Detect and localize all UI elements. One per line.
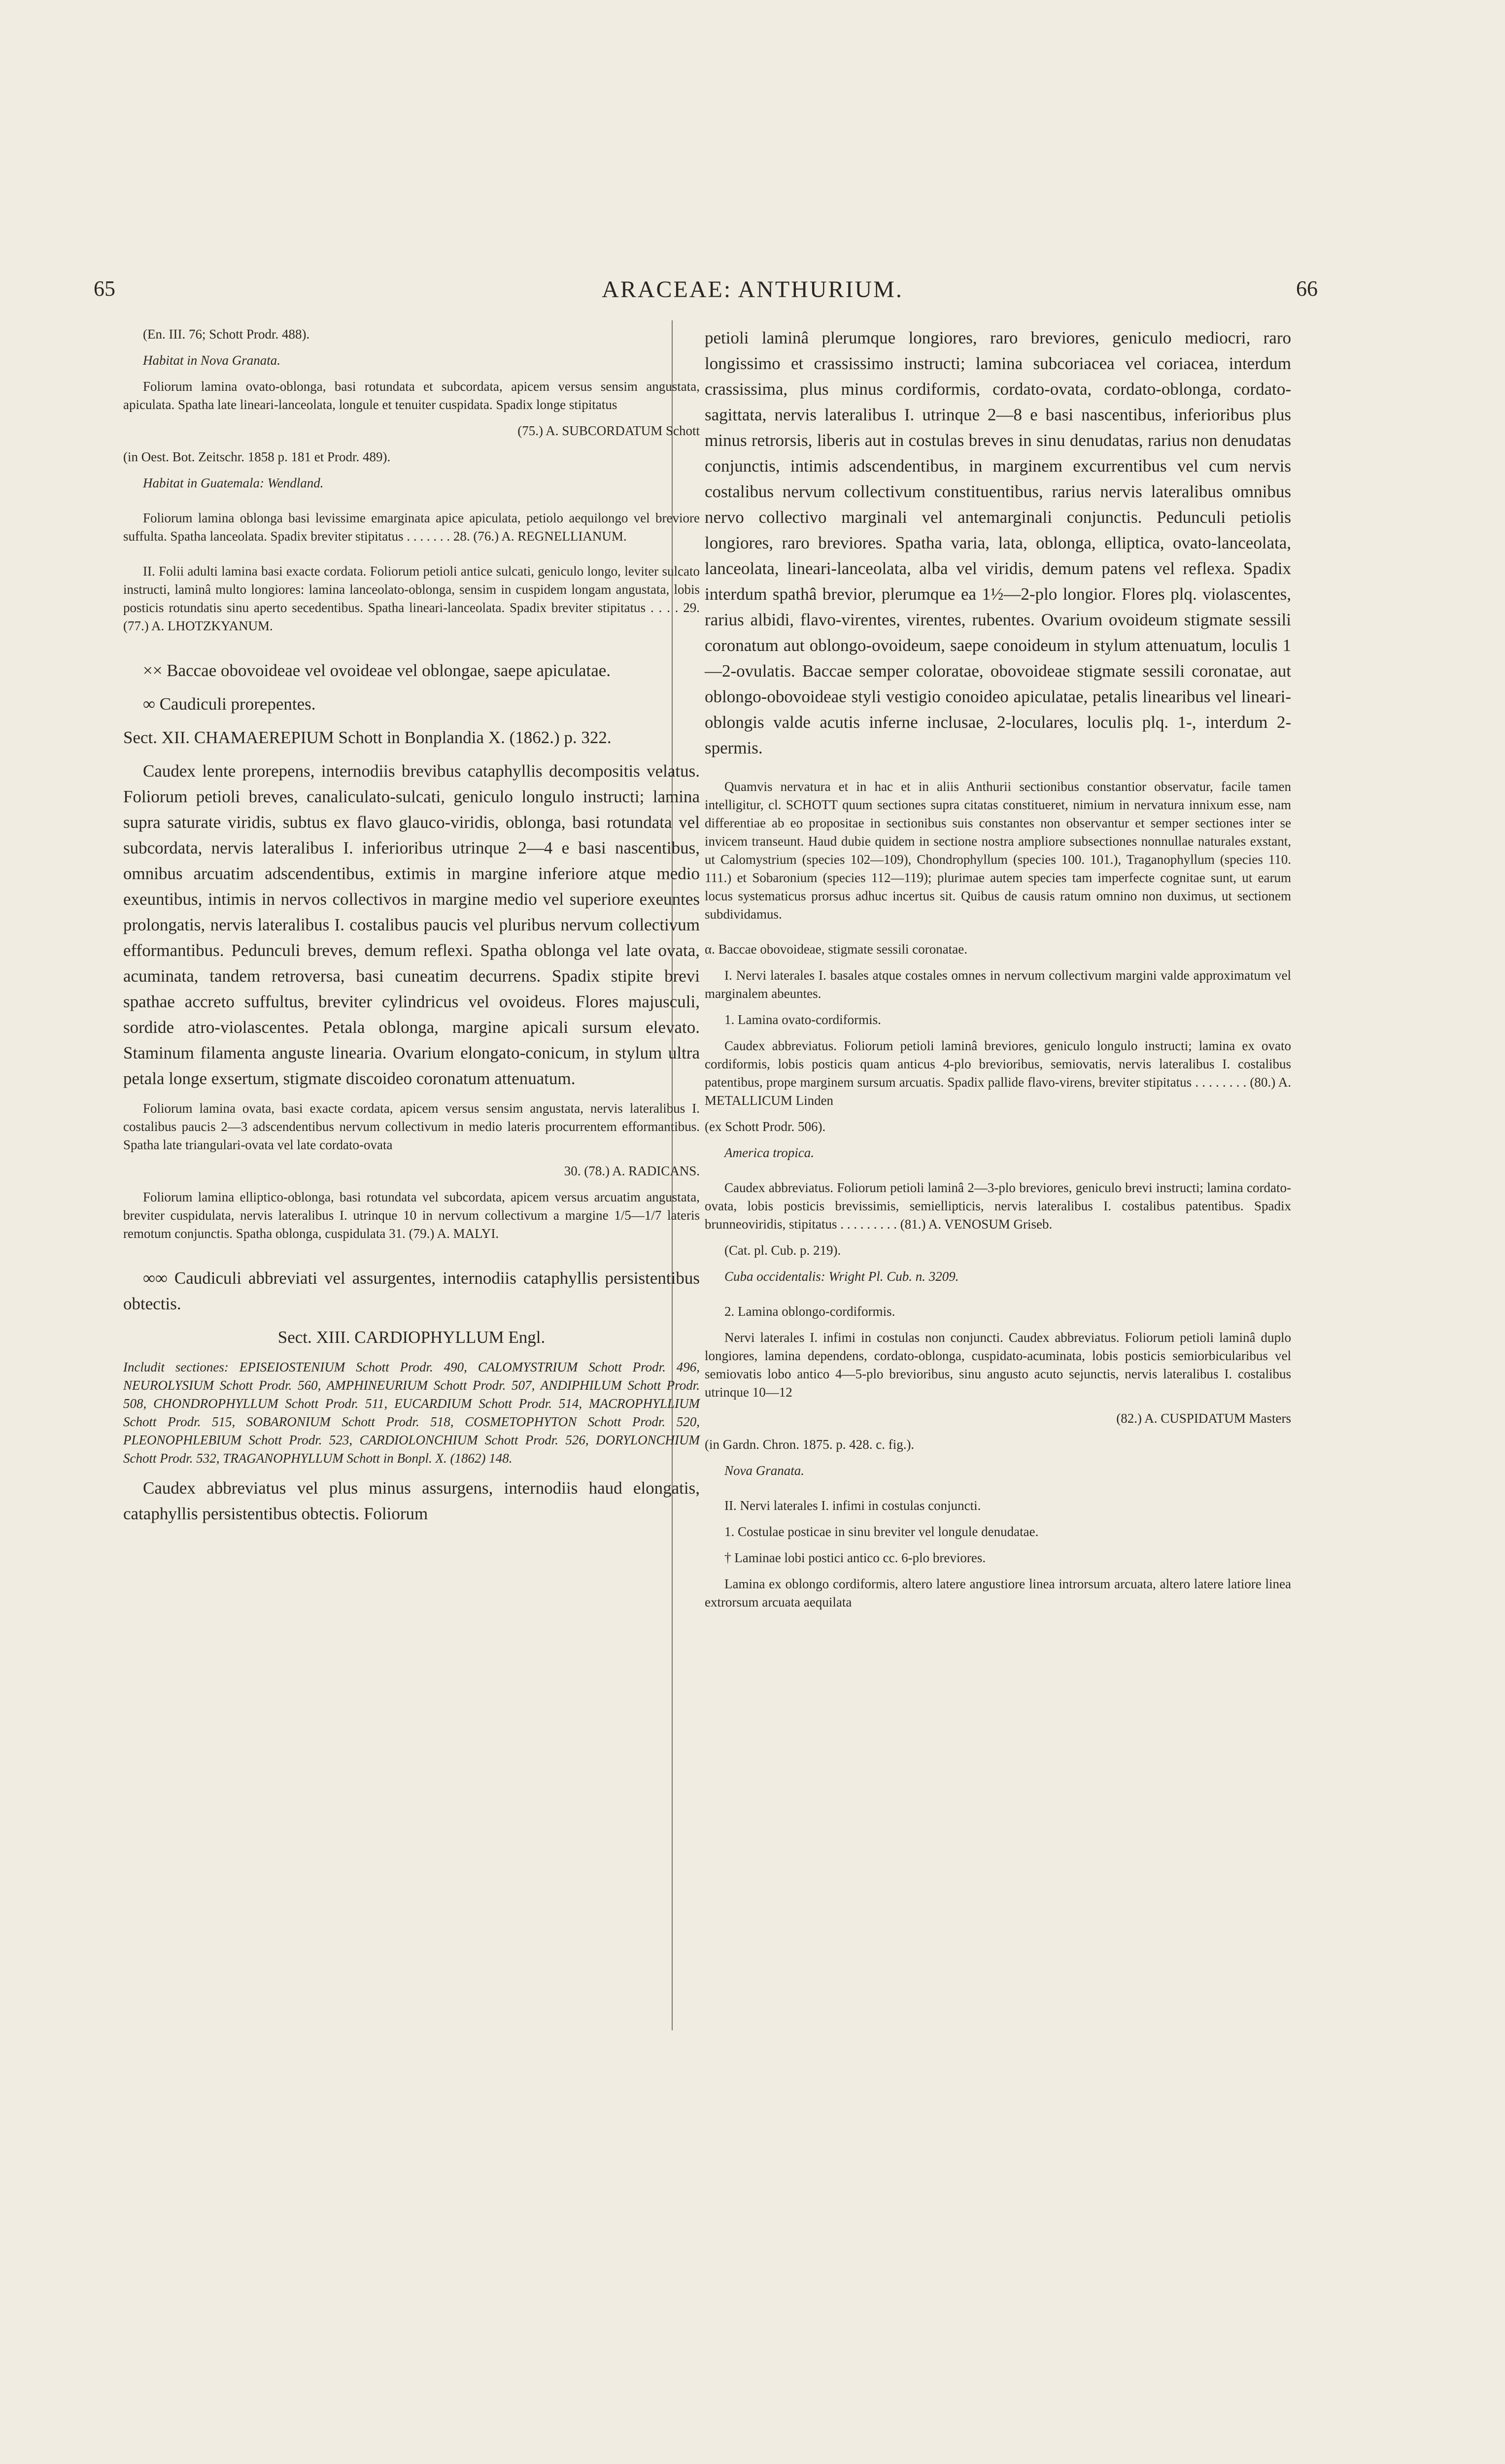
key-heading: 1. Costulae posticae in sinu breviter vel longule denudatae. — [724, 1524, 1039, 1539]
species-description: II. Folii adulti lamina basi exacte cordata. Foliorum petioli antice sulcati, geniculo longo, leviter sulcato instructi, laminâ multo longiores: lamina lanceolato-oblonga, sensim in cuspidem longam angustata, lobis posticis rotundatis sinu aperto secedentibus. Spatha lineari-lanceolata. Spadix breviter stipitatus . . . . 29. (77.) A. LHOTZKYANUM. — [123, 564, 700, 633]
section-heading: Sect. XII. CHAMAEREPIUM Schott in Bonplandia X. (1862.) p. 322. — [123, 728, 612, 747]
reference-line: (in Oest. Bot. Zeitschr. 1858 p. 181 et Prodr. 489). — [123, 449, 391, 464]
page-number-right: 66 — [1296, 276, 1318, 301]
species-description: Caudex abbreviatus. Foliorum petioli laminâ breviores, geniculo longulo instructi; lamina ex ovato cordiformis, lobis posticis quam anticus 4-plo brevioribus, semiovatis, nervis lateralibus I. costalibus patentibus, prope marginem sursum arcuatis. Spadix pallide flavo-virens, breviter stipitatus . . . . . . . . (80.) A. METALLICUM Linden — [705, 1038, 1291, 1108]
key-heading: ∞∞ Caudiculi abbreviati vel assurgentes, internodiis cataphyllis persistentibus obtectis. — [123, 1268, 700, 1313]
page-header — [0, 276, 1505, 320]
species-name: (82.) A. CUSPIDATUM Masters — [1116, 1411, 1291, 1426]
habitat-line: America tropica. — [724, 1145, 814, 1160]
reference-line: (in Gardn. Chron. 1875. p. 428. c. fig.). — [705, 1437, 915, 1452]
right-column — [705, 325, 1291, 1619]
section-heading: Sect. XIII. CARDIOPHYLLUM Engl. — [277, 1328, 546, 1347]
species-description: Nervi laterales I. infimi in costulas non conjuncti. Caudex abbreviatus. Foliorum petioli laminâ duplo longiores, lamina dependens, cordato-oblonga, cuspidato-acuminata, lobis posticis semiorbicularibus vel semiovatis lobo antico 4—5-plo brevioribus, sinu angusto acuto sejunctis, nervis lateralibus I. costalibus utrinque 10—12 — [705, 1330, 1291, 1400]
reference-line: (En. III. 76; Schott Prodr. 488). — [143, 327, 310, 342]
section-description: Caudex lente prorepens, internodiis brevibus cataphyllis decompositis velatus. Foliorum petioli breves, canaliculato-sulcati, geniculo longulo instructi; lamina supra saturate viridis, subtus ex flavo glauco-viridis, oblonga, basi rotundata vel subcordata, nervis lateralibus I. inferioribus utrinque 2—4 e basi nascentibus, omnibus arcuatim adscendentibus, extimis in margine inferiore atque medio exeuntibus, intimis in nervos collectivos in margine medio vel superiore exeuntes prolongatis, nervis lateralibus I. costalibus paucis vel pluribus nervum collectivum efformantibus. Pedunculi breves, demum reflexi. Spatha oblonga vel late ovata, acuminata, tandem retroversa, basi cuneatim decurrens. Spadix stipite brevi spathae accreto suffultus, breviter cylindricus vel ovoideus. Flores majusculi, sordide atro-violascentes. Petala oblonga, margine apicali sursum elevato. Staminum filamenta anguste linearia. Ovarium elongato-conicum, in stylum ultra petala longe exsertum, stigmate discoideo coronatum attenuatum. — [123, 761, 700, 1088]
commentary: Quamvis nervatura et in hac et in aliis Anthurii sectionibus constantior observatur, facile tamen intelligitur, cl. SCHOTT quum sectiones supra citatas constitueret, nimium in nervatura innixum esse, nam differentiae ab eo propositae in sectionibus suis constantes non observantur et semper sectiones inter se invicem transeunt. Haud dubie quidem in sectione nostra ampliore subsectiones nonnullae naturales exstant, ut Calomystrium (species 102—109), Chondrophyllum (species 100. 101.), Traganophyllum (species 110. 111.) et Sobaronium (species 112—119); plurimae autem species tam imperfecte cognitae sunt, ut earum locus systematicus prorsus adhuc incertus sit. Quibus de causis ratum omnino non duximus, ut sectionem subdividamus. — [705, 779, 1291, 922]
species-description: Foliorum lamina ovato-oblonga, basi rotundata et subcordata, apicem versus sensim angustata, apiculata. Spatha late lineari-lanceolata, longule et tenuiter cuspidata. Spadix longe stipitatus — [123, 379, 700, 412]
key-heading: 1. Lamina ovato-cordiformis. — [724, 1012, 881, 1027]
species-name: (75.) A. SUBCORDATUM Schott — [517, 423, 700, 438]
key-heading: 2. Lamina oblongo-cordiformis. — [724, 1304, 895, 1319]
species-name: 30. (78.) A. RADICANS. — [564, 1164, 700, 1178]
species-description: Lamina ex oblongo cordiformis, altero latere angustiore linea introrsum arcuata, altero latere latiore linea extrorsum arcuata aequilata — [705, 1576, 1291, 1609]
key-heading: α. Baccae obovoideae, stigmate sessili coronatae. — [705, 942, 967, 957]
species-description: Foliorum lamina ovata, basi exacte cordata, apicem versus sensim angustata, nervis lateralibus I. costalibus paucis 2—3 adscendentibus nervum collectivum in medio lateris procurrentem efformantibus. Spatha late triangulari-ovata vel late cordato-ovata — [123, 1101, 700, 1152]
left-column — [123, 325, 700, 1535]
key-heading: II. Nervi laterales I. infimi in costulas conjuncti. — [724, 1498, 981, 1513]
habitat-line: Cuba occidentalis: Wright Pl. Cub. n. 3209. — [724, 1269, 959, 1284]
species-description: Foliorum lamina oblonga basi levissime emarginata apice apiculata, petiolo aequilongo vel breviore suffulta. Spatha lanceolata. Spadix breviter stipitatus . . . . . . . 28. (76.) A. REGNELLIANUM. — [123, 511, 700, 544]
reference-line: (ex Schott Prodr. 506). — [705, 1119, 826, 1134]
habitat-line: Habitat in Guatemala: Wendland. — [143, 476, 324, 490]
habitat-line: Habitat in Nova Granata. — [143, 353, 281, 368]
page-number-left: 65 — [94, 276, 115, 301]
key-heading: † Laminae lobi postici antico cc. 6-plo breviores. — [724, 1550, 986, 1565]
key-heading: ∞ Caudiculi prorepentes. — [143, 694, 316, 714]
habitat-line: Nova Granata. — [724, 1463, 804, 1478]
section-description: petioli laminâ plerumque longiores, raro breviores, geniculo mediocri, raro longissimo et crassissimo instructi; lamina subcoriacea vel coriacea, interdum crassissima, plus minus cordiformis, cordato-ovata, cordato-oblonga, cordato-sagittata, nervis lateralibus I. utrinque 2—8 e basi nascentibus, inferioribus plus minus retrorsis, liberis aut in costulas breves in sinu denudatas, rarius non denudatas conjunctis, intimis adscendentibus, in marginem excurrentibus vel cum nervis costalibus nervum collectivum constituentibus, rarius nervis lateralibus omnibus nervo collectivo marginali vel antemarginali conjunctis. Pedunculi petiolis longiores, raro breviores. Spatha varia, lata, oblonga, elliptica, ovato-lanceolata, lanceolata, lineari-lanceolata, alba vel viridis, demum patens vel reflexa. Spadix interdum spathâ brevior, plerumque ea 1½—2-plo longior. Flores plq. violascentes, rarius albidi, flavo-virentes, virentes, rubentes. Ovarium ovoideum stigmate sessili coronatum aut oblongo-ovoideum, saepe conoideum in stylum attenuatum, loculis 1—2-ovulatis. Baccae semper coloratae, obovoideae stigmate sessili coronatae, aut oblongo-obovoideae styli vestigio conoideo apiculatae, petalis linearibus vel lineari-oblongis valde acutis inferne inclusae, 2-loculares, loculis plq. 1-, interdum 2-spermis. — [705, 328, 1291, 757]
running-title: ARACEAE: ANTHURIUM. — [602, 276, 903, 303]
species-description: Caudex abbreviatus. Foliorum petioli laminâ 2—3-plo breviores, geniculo brevi instructi; lamina cordato-ovata, lobis posticis brevissimis, semiellipticis, nervis lateralibus I. costalibus patentibus. Spadix brunneoviridis, stipitatus . . . . . . . . . (81.) A. VENOSUM Griseb. — [705, 1180, 1291, 1232]
species-description: Foliorum lamina elliptico-oblonga, basi rotundata vel subcordata, apicem versus arcuatim angustata, breviter cuspidulata, nervis lateralibus I. utrinque 10 in nervum collectivum a margine 1/5—1/7 lateris remotum conjunctis. Spatha oblonga, cuspidulata 31. (79.) A. MALYI. — [123, 1190, 700, 1241]
key-heading: I. Nervi laterales I. basales atque costales omnes in nervum collectivum margini valde approximatum vel marginalem abeuntes. — [705, 968, 1291, 1001]
reference-line: (Cat. pl. Cub. p. 219). — [724, 1243, 841, 1258]
included-sections: Includit sectiones: EPISEIOSTENIUM Schott Prodr. 490, CALOMYSTRIUM Schott Prodr. 496, NEUROLYSIUM Schott Prodr. 560, AMPHINEURIUM Schott Prodr. 507, ANDIPHILUM Schott Prodr. 508, CHONDROPHYLLUM Schott Prodr. 511, EUCARDIUM Schott Prodr. 514, MACROPHYLLIUM Schott Prodr. 515, SOBARONIUM Schott Prodr. 518, COSMETOPHYTON Schott Prodr. 520, PLEONOPHLEBIUM Schott Prodr. 523, CARDIOLONCHIUM Schott Prodr. 526, DORYLONCHIUM Schott Prodr. 532, TRAGANOPHYLLUM Schott in Bonpl. X. (1862) 148. — [123, 1360, 700, 1466]
key-heading: ×× Baccae obovoideae vel ovoideae vel oblongae, saepe apiculatae. — [143, 661, 611, 680]
section-description: Caudex abbreviatus vel plus minus assurgens, internodiis haud elongatis, cataphyllis persistentibus obtectis. Foliorum — [123, 1478, 700, 1523]
